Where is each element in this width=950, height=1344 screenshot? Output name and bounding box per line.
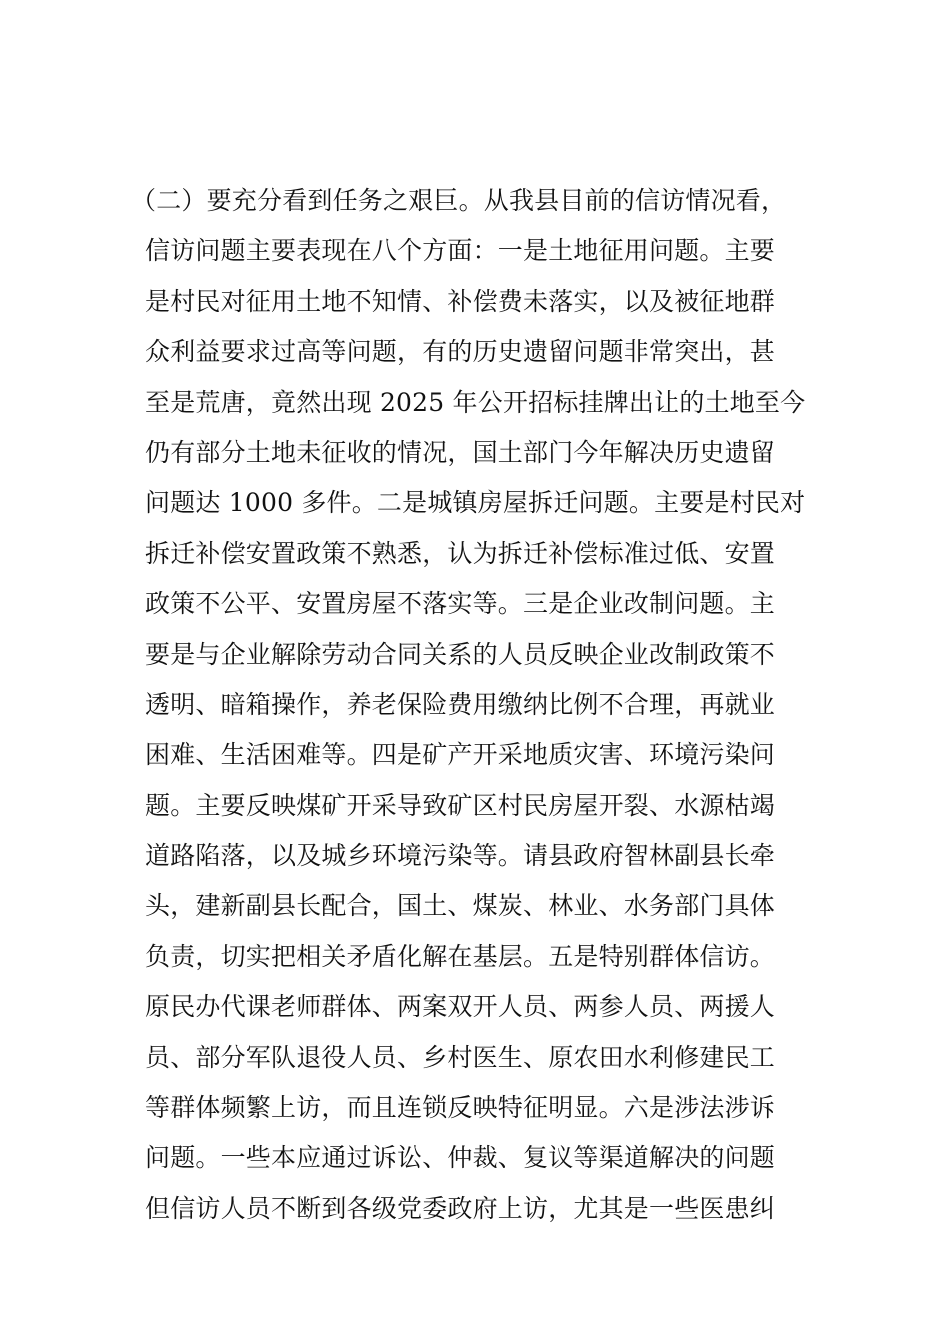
text-line: 至是荒唐，竟然出现 2025 年公开招标挂牌出让的土地至今 [145,387,806,417]
text-line: 问题达 1000 多件。二是城镇房屋拆迁问题。主要是村民对 [145,488,806,518]
text-line: 道路陷落，以及城乡环境污染等。请县政府智林副县长牵 [145,841,776,871]
text-line: 负责，切实把相关矛盾化解在基层。五是特别群体信访。 [145,941,776,971]
text-line: 仍有部分土地未征收的情况，国土部门今年解决历史遗留 [145,437,776,467]
text-line: 是村民对征用土地不知情、补偿费未落实，以及被征地群 [145,286,776,316]
text-line: 原民办代课老师群体、两案双开人员、两参人员、两援人 [145,992,776,1022]
text-line: 拆迁补偿安置政策不熟悉，认为拆迁补偿标准过低、安置 [145,538,776,568]
text-line: 头，建新副县长配合，国土、煤炭、林业、水务部门具体 [145,891,776,921]
text-line: 要是与企业解除劳动合同关系的人员反映企业改制政策不 [145,639,776,669]
text-line: （二）要充分看到任务之艰巨。从我县目前的信访情况看， [131,186,787,215]
body-paragraph [131,176,815,1234]
text-line: 透明、暗箱操作，养老保险费用缴纳比例不合理，再就业 [145,689,776,719]
text-line: 信访问题主要表现在八个方面：一是土地征用问题。主要 [145,236,776,266]
text-line: 但信访人员不断到各级党委政府上访，尤其是一些医患纠 [145,1193,776,1223]
text-line: 问题。一些本应通过诉讼、仲裁、复议等渠道解决的问题 [145,1143,776,1173]
text-line: 众利益要求过高等问题，有的历史遗留问题非常突出，甚 [145,337,776,367]
text-line: 等群体频繁上访，而且连锁反映特征明显。六是涉法涉诉 [145,1093,776,1123]
text-line: 题。主要反映煤矿开采导致矿区村民房屋开裂、水源枯竭 [145,790,776,820]
text-line: 员、部分军队退役人员、乡村医生、原农田水利修建民工 [145,1042,776,1072]
text-line: 政策不公平、安置房屋不落实等。三是企业改制问题。主 [145,589,776,619]
text-line: 困难、生活困难等。四是矿产开采地质灾害、环境污染问 [145,740,776,770]
